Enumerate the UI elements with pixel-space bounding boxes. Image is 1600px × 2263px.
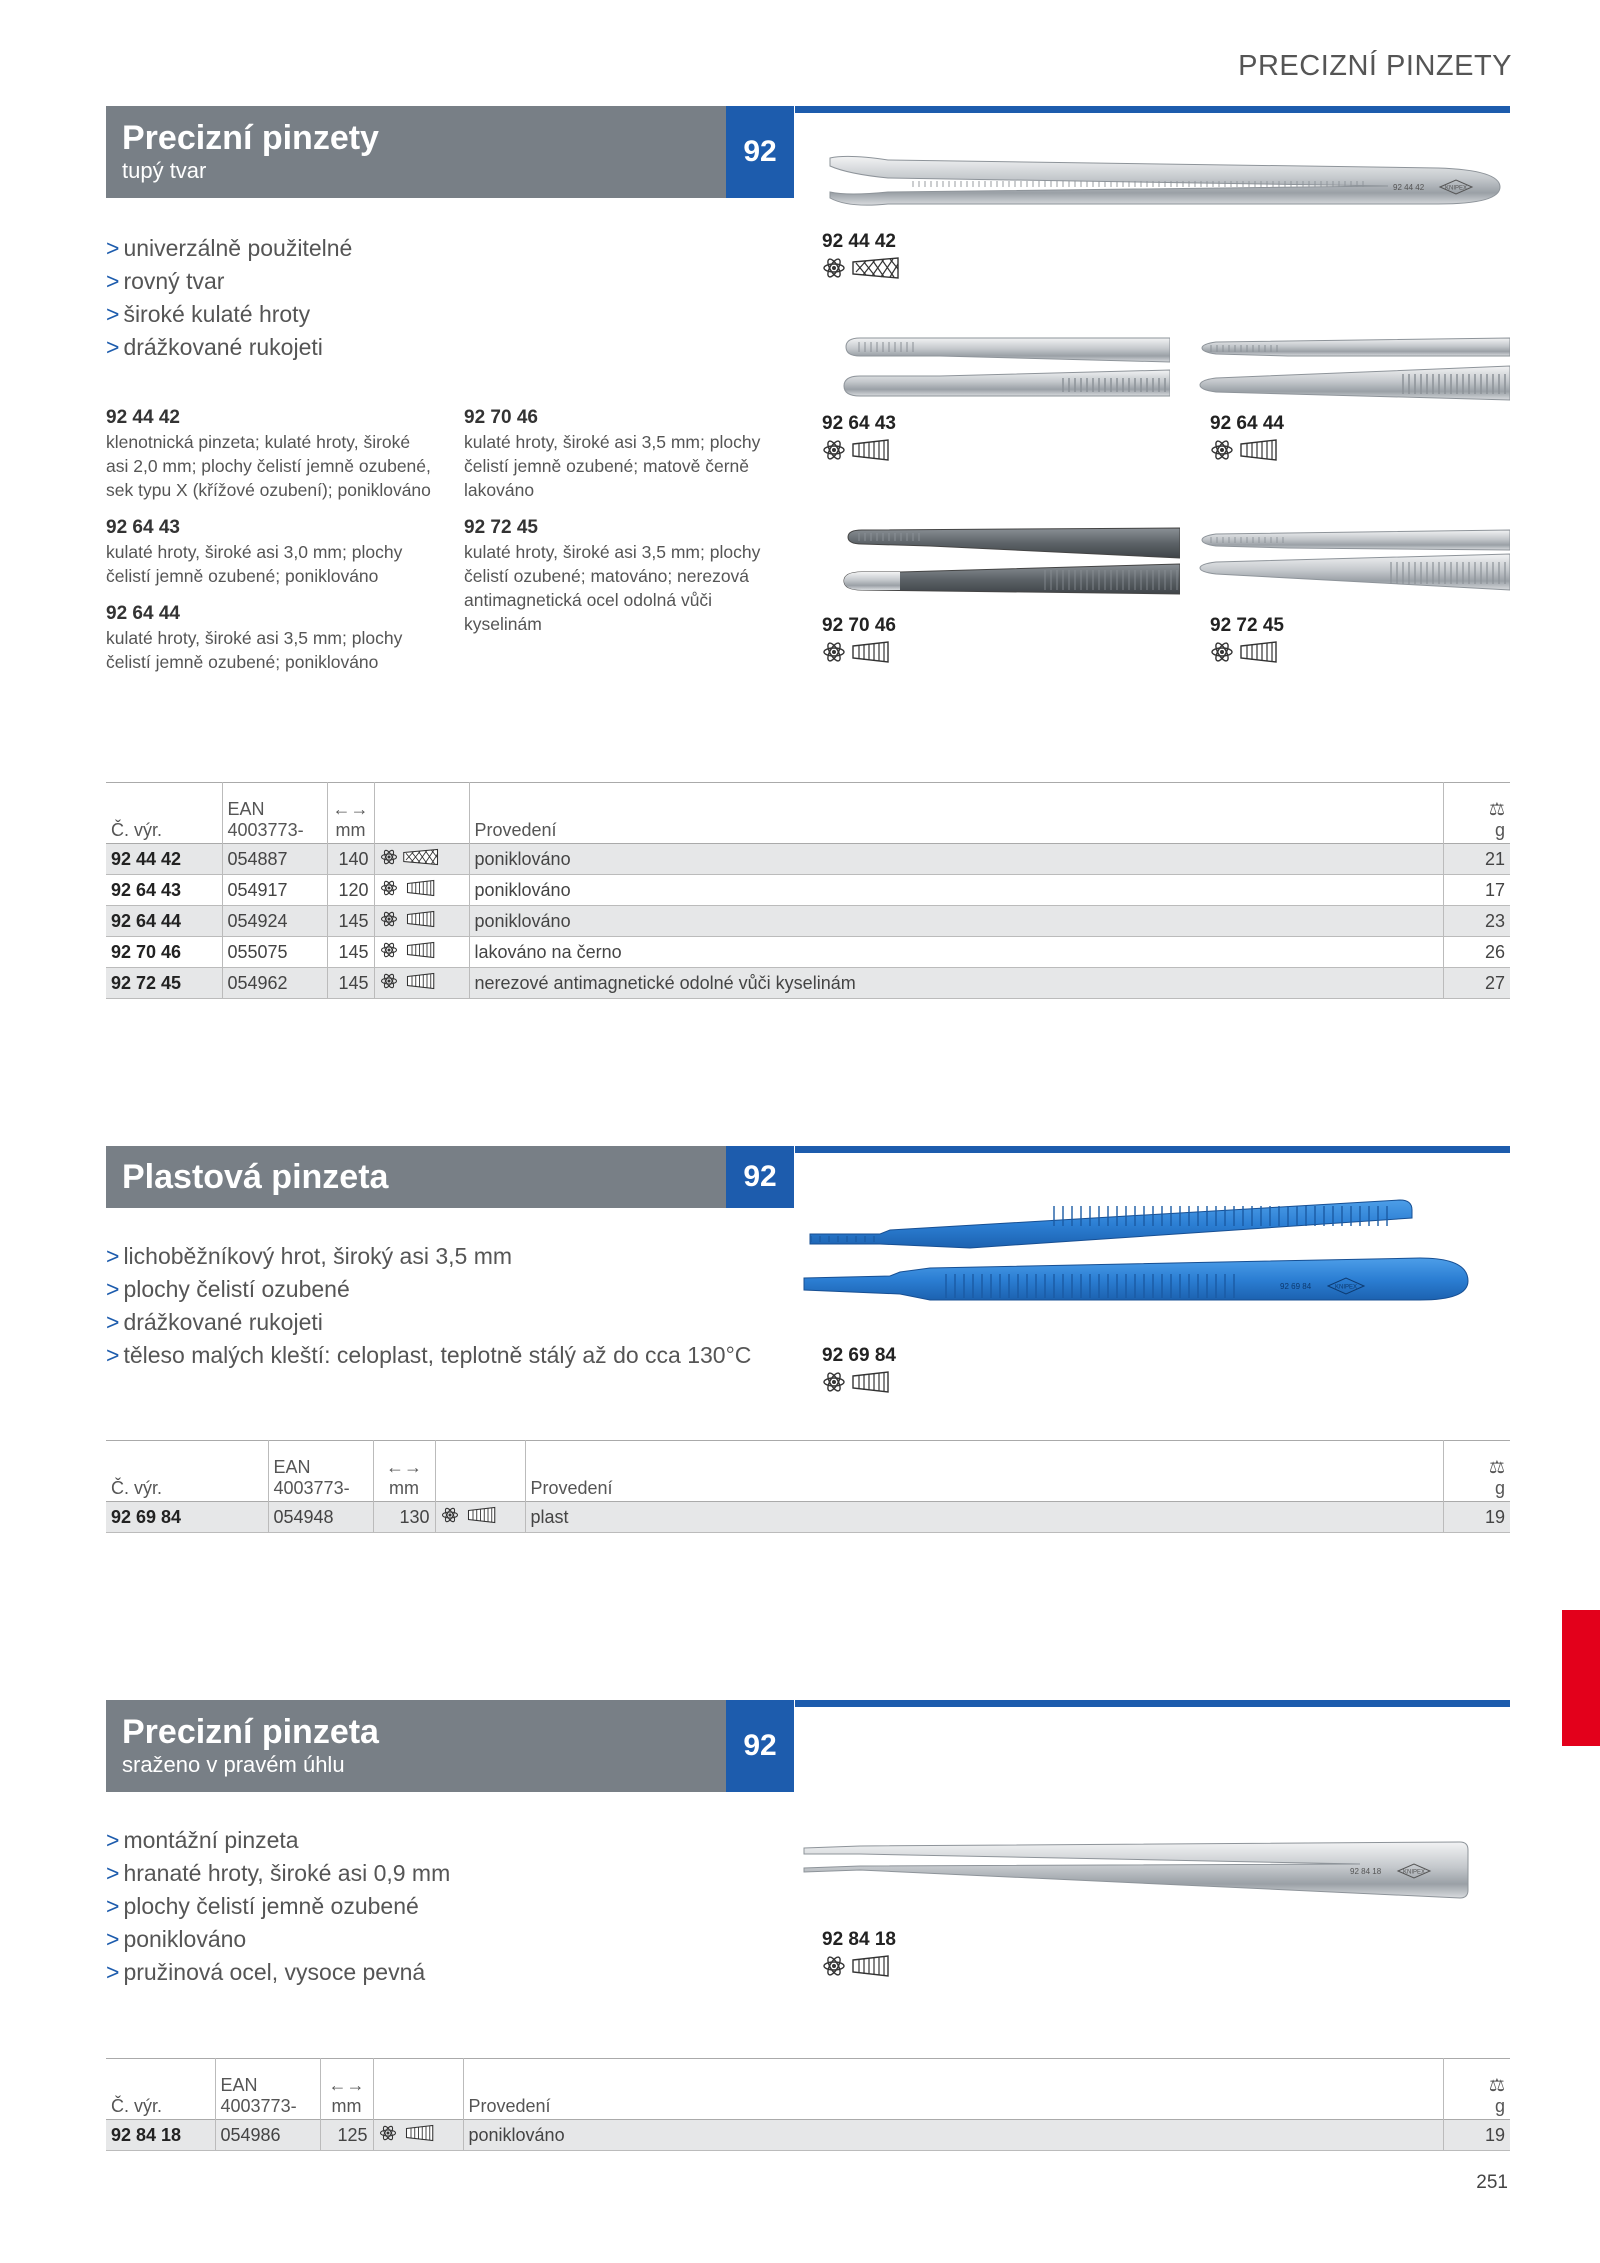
bullet: > plochy čelistí ozubené [106, 1273, 751, 1306]
header-length: ←→ mm [320, 2059, 373, 2120]
bullet: > lichoběžníkový hrot, široký asi 3,5 mm [106, 1240, 751, 1273]
section3-subtitle: sraženo v pravém úhlu [122, 1752, 345, 1777]
desc-code: 92 44 42 [106, 407, 180, 428]
header-finish: Provedení [469, 783, 1443, 844]
atom-icon [822, 256, 846, 280]
bullet: > těleso malých kleští: celoplast, teplotně stálý až do cca 130°C [106, 1339, 751, 1372]
header-length: ←→ mm [327, 783, 374, 844]
header-symbols [373, 2059, 463, 2120]
header-code: Č. výr. [106, 1441, 268, 1502]
serration-icon [403, 879, 439, 897]
serration-icon [402, 2124, 438, 2142]
serration-icon [403, 972, 439, 990]
atom-icon [379, 2124, 397, 2142]
scale-icon: ⚖ [1488, 799, 1505, 819]
header-code: Č. výr. [106, 2059, 215, 2120]
table-row: 92 44 42 054887 140 poniklováno 21 [106, 844, 1510, 875]
table-header-row [106, 2059, 1510, 2120]
desc-text: kulaté hroty, široké asi 3,5 mm; plochy čelistí jemně ozubené; poniklováno [106, 628, 403, 672]
engraving-code: 92 84 18 [1350, 1867, 1382, 1876]
atom-icon [380, 910, 398, 928]
serration-icon [403, 910, 439, 928]
svg-text:KNIPEX: KNIPEX [1334, 1284, 1358, 1291]
scale-icon: ⚖ [1488, 2075, 1505, 2095]
tweezers-927046-image [840, 520, 1180, 600]
header-weight: ⚖ g [1488, 1457, 1505, 1498]
header-finish: Provedení [525, 1441, 1443, 1502]
atom-icon [380, 848, 398, 866]
table-row: 92 64 43 054917 120 poniklováno 17 [106, 875, 1510, 906]
header-blue-line [795, 106, 1510, 113]
table-row: 92 69 84 054948 130 plast 19 [106, 1502, 1510, 1533]
table-row: 92 72 45 054962 145 nerezové antimagnetické odolné vůči kyselinám 27 [106, 968, 1510, 999]
atom-icon [822, 1954, 846, 1978]
section3-blue-line [795, 1700, 1510, 1707]
section1-bullets [106, 232, 352, 364]
bullet: > pružinová ocel, vysoce pevná [106, 1956, 450, 1989]
serration-icon [852, 1370, 890, 1394]
engraving-code: 92 44 42 [1393, 183, 1425, 192]
cross-serration-icon [852, 256, 900, 280]
serration-icon [852, 1954, 890, 1978]
section2-title: Plastová pinzeta [122, 1158, 389, 1196]
section2-number: 92 [726, 1146, 794, 1208]
serration-icon [1240, 438, 1278, 462]
image-label-926984: 92 69 84 [822, 1344, 896, 1396]
scale-icon: ⚖ [1488, 1457, 1505, 1477]
atom-icon [380, 941, 398, 959]
section1-subtitle: tupý tvar [122, 158, 207, 183]
section2-spec-table [106, 1440, 1510, 1533]
section1-title-bar [106, 106, 726, 198]
bullet: > široké kulaté hroty [106, 298, 352, 331]
bullet: > drážkované rukojeti [106, 1306, 751, 1339]
cross-serration-icon [403, 848, 439, 866]
atom-icon [822, 1370, 846, 1394]
tweezers-926444-image [1198, 334, 1510, 404]
table-row: 92 64 44 054924 145 poniklováno 23 [106, 906, 1510, 937]
header-weight: ⚖ g [1488, 2075, 1505, 2116]
table-header-row [106, 1441, 1510, 1502]
serration-icon [464, 1506, 500, 1524]
red-side-tab [1562, 1610, 1600, 1746]
length-arrow-icon: ←→ [328, 2075, 365, 2095]
desc-text: kulaté hroty, široké asi 3,5 mm; plochy čelistí jemně ozubené; matově černě lakováno [464, 432, 761, 500]
desc-column-1 [106, 406, 436, 674]
image-label-928418: 92 84 18 [822, 1928, 896, 1980]
tweezers-926443-image [840, 334, 1170, 404]
image-label-926443: 92 64 43 [822, 412, 896, 464]
header-symbols [374, 783, 469, 844]
section3-spec-table [106, 2058, 1510, 2151]
tweezers-924442-image [828, 150, 1508, 220]
page-number: 251 [1476, 2172, 1508, 2193]
bullet: > univerzálně použitelné [106, 232, 352, 265]
desc-column-2 [464, 406, 784, 636]
table-header-row [106, 783, 1510, 844]
section2-title-bar [106, 1146, 726, 1208]
atom-icon [1210, 640, 1234, 664]
section1-number: 92 [726, 106, 794, 198]
section3-number: 92 [726, 1700, 794, 1792]
tweezers-928418-image [800, 1840, 1470, 1900]
image-label-926444: 92 64 44 [1210, 412, 1284, 464]
section1-spec-table [106, 782, 1510, 999]
atom-icon [380, 972, 398, 990]
header-symbols [435, 1441, 525, 1502]
bullet: > drážkované rukojeti [106, 331, 352, 364]
plastic-tweezers-926984-image [800, 1196, 1470, 1316]
desc-text: kulaté hroty, široké asi 3,0 mm; plochy čelistí jemně ozubené; poniklováno [106, 542, 403, 586]
atom-icon [822, 438, 846, 462]
image-label-924442: 92 44 42 [822, 230, 900, 282]
bullet: > montážní pinzeta [106, 1824, 450, 1857]
header-ean: EAN 4003773- [215, 2059, 320, 2120]
desc-code: 92 72 45 [464, 517, 538, 538]
serration-icon [852, 640, 890, 664]
svg-text:KNIPEX: KNIPEX [1402, 1869, 1426, 1876]
atom-icon [822, 640, 846, 664]
header-code: Č. výr. [106, 783, 222, 844]
desc-text: klenotnická pinzeta; kulaté hroty, široké asi 2,0 mm; plochy čelistí jemně ozubené, sek typu X (křížové ozubení); poniklováno [106, 432, 431, 500]
header-weight: ⚖ g [1488, 799, 1505, 840]
desc-code: 92 70 46 [464, 407, 538, 428]
serration-icon [1240, 640, 1278, 664]
section2-blue-line [795, 1146, 1510, 1153]
bullet: > rovný tvar [106, 265, 352, 298]
desc-code: 92 64 44 [106, 603, 180, 624]
atom-icon [441, 1506, 459, 1524]
bullet: > plochy čelistí jemně ozubené [106, 1890, 450, 1923]
table-row: 92 70 46 055075 145 lakováno na černo 26 [106, 937, 1510, 968]
page-header: PRECIZNÍ PINZETY [1238, 50, 1512, 82]
bullet: > poniklováno [106, 1923, 450, 1956]
image-label-927046: 92 70 46 [822, 614, 896, 666]
section2-bullets [106, 1240, 751, 1372]
atom-icon [380, 879, 398, 897]
image-label-927245: 92 72 45 [1210, 614, 1284, 666]
length-arrow-icon: ←→ [332, 799, 369, 819]
header-ean: EAN 4003773- [268, 1441, 373, 1502]
section3-title-bar [106, 1700, 726, 1792]
table-row: 92 84 18 054986 125 poniklováno 19 [106, 2120, 1510, 2151]
header-finish: Provedení [463, 2059, 1443, 2120]
header-ean: EAN 4003773- [222, 783, 327, 844]
section3-title: Precizní pinzeta [122, 1713, 379, 1751]
section3-bullets [106, 1824, 450, 1989]
desc-code: 92 64 43 [106, 517, 180, 538]
desc-text: kulaté hroty, široké asi 3,5 mm; plochy čelistí ozubené; matováno; nerezová antimagnetická ocel odolná vůči kyselinám [464, 542, 761, 634]
section1-title: Precizní pinzety [122, 119, 379, 157]
tweezers-927245-image [1198, 528, 1510, 594]
svg-text:KNIPEX: KNIPEX [1444, 185, 1468, 192]
bullet: > hranaté hroty, široké asi 0,9 mm [106, 1857, 450, 1890]
atom-icon [1210, 438, 1234, 462]
engraving-code: 92 69 84 [1280, 1282, 1312, 1291]
serration-icon [403, 941, 439, 959]
length-arrow-icon: ←→ [386, 1457, 422, 1477]
serration-icon [852, 438, 890, 462]
header-length: ←→ mm [373, 1441, 435, 1502]
